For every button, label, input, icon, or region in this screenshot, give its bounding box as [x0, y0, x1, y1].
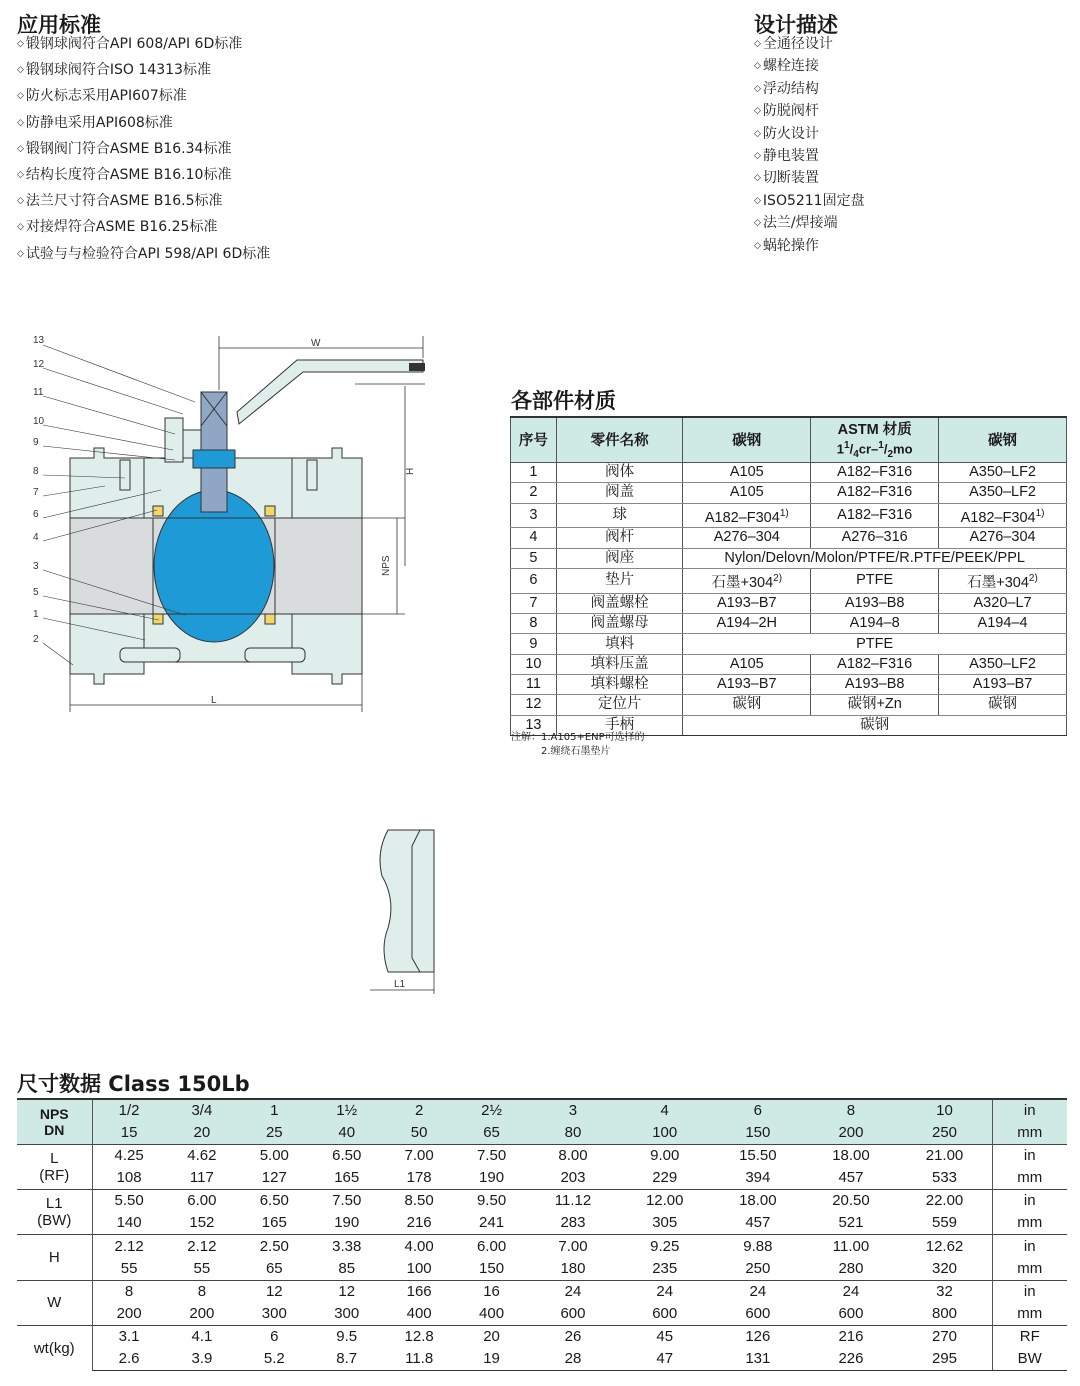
- nps-value: 1: [238, 1099, 310, 1122]
- dim-value: 178: [406, 1169, 432, 1187]
- part-number: 1: [33, 609, 39, 620]
- dim-value: 9.88: [711, 1235, 804, 1258]
- dim-value: 533: [932, 1169, 958, 1187]
- dim-value: 200: [189, 1304, 215, 1322]
- cell-carbon: A193–B7: [683, 674, 811, 694]
- cell-part: 填料压盖: [556, 654, 682, 674]
- dim-value: 126: [711, 1325, 804, 1348]
- cell-material-span: PTFE: [683, 634, 1067, 654]
- dim-value: 8.00: [528, 1145, 618, 1168]
- dim-value: 4.62: [166, 1145, 238, 1168]
- cell-carbon: 碳钢: [939, 695, 1067, 715]
- cell-material-span: 碳钢: [683, 715, 1067, 735]
- dim-value: 200: [116, 1304, 142, 1322]
- dim-value: 8.7: [311, 1348, 383, 1371]
- dim-value: 16: [455, 1280, 527, 1303]
- cell-part: 阀体: [556, 462, 682, 482]
- table-row: [511, 674, 1067, 694]
- list-item: ◇ 切断装置: [754, 167, 865, 189]
- table-row: [17, 1212, 1067, 1235]
- nps-value: 2½: [455, 1099, 527, 1122]
- part-number: 4: [33, 532, 39, 543]
- dim-value: 8: [166, 1280, 238, 1303]
- list-item: ◇ 法兰尺寸符合ASME B16.5标准: [17, 188, 270, 214]
- dim-value: 24: [528, 1280, 618, 1303]
- dim-value: 9.50: [455, 1190, 527, 1213]
- table-row: [17, 1303, 1067, 1326]
- nps-value: 1/2: [92, 1099, 166, 1122]
- part-number: 9: [33, 437, 39, 448]
- table-row: [511, 503, 1067, 528]
- unit-cell: mm: [992, 1167, 1067, 1190]
- dim-value: 600: [745, 1304, 771, 1322]
- seat: [265, 506, 275, 516]
- dim-value: 2.12: [92, 1235, 166, 1258]
- dim-value: 65: [265, 1259, 283, 1277]
- note-line: 2.缠绕石墨垫片: [541, 746, 611, 757]
- table-row: [17, 1235, 1067, 1258]
- list-item: ◇ 锻钢球阀符合API 608/API 6D标准: [17, 31, 270, 57]
- materials-title: 各部件材质: [511, 389, 616, 413]
- dim-value: 226: [804, 1348, 897, 1371]
- cell-part: 阀盖螺母: [556, 614, 682, 634]
- nps-value: 6: [711, 1099, 804, 1122]
- cell-carbon: 石墨$+304^{2)}$: [939, 568, 1067, 593]
- dim-value: 117: [189, 1169, 214, 1187]
- cell-astm: A194–8: [811, 614, 939, 634]
- dim-value: 521: [838, 1214, 864, 1232]
- dn-value: 150: [711, 1122, 804, 1145]
- dn-value: 200: [804, 1122, 897, 1145]
- dim-value: 216: [406, 1214, 432, 1232]
- dim-value: 28: [528, 1348, 618, 1371]
- dim-value: 11.12: [528, 1190, 618, 1213]
- dim-label-l: L: [211, 695, 217, 706]
- cell-astm: A182–F316: [811, 483, 939, 503]
- dim-value: 283: [560, 1214, 586, 1232]
- header-astm-sub: $1^1/_4cr-^1/_2mo$: [836, 440, 913, 460]
- dim-value: 12.62: [898, 1235, 992, 1258]
- part-number: 5: [33, 587, 39, 598]
- table-row: [511, 634, 1067, 654]
- dim-value: 26: [528, 1325, 618, 1348]
- table-row: [511, 528, 1067, 548]
- dim-value: 32: [898, 1280, 992, 1303]
- header-no: 序号: [511, 417, 557, 462]
- dim-value: 300: [261, 1304, 287, 1322]
- dn-value: 100: [618, 1122, 711, 1145]
- unit-cell: in: [992, 1190, 1067, 1213]
- dim-value: 152: [189, 1214, 215, 1232]
- header-astm-top: ASTM 材质: [837, 422, 912, 438]
- dim-value: 20.50: [804, 1190, 897, 1213]
- unit-cell: in: [992, 1235, 1067, 1258]
- dim-value: 24: [711, 1280, 804, 1303]
- list-item: ◇ 对接焊符合ASME B16.25标准: [17, 214, 270, 240]
- dim-value: 5.50: [92, 1190, 166, 1213]
- table-row: [511, 568, 1067, 593]
- list-item: ◇ 螺栓连接: [754, 55, 865, 77]
- list-item: ◇ 防火标志采用API607标准: [17, 83, 270, 109]
- dim-label-nps: NPS: [381, 555, 392, 576]
- dim-value: 3.38: [311, 1235, 383, 1258]
- list-item: ◇ 法兰/焊接端: [754, 212, 865, 234]
- dim-value: 4.00: [383, 1235, 455, 1258]
- dim-value: 100: [406, 1259, 432, 1277]
- row-label: wt(kg): [17, 1325, 92, 1370]
- dim-value: 127: [261, 1169, 287, 1187]
- cell-carbon: A182–F304$^{1)}$: [683, 503, 811, 528]
- dim-value: 7.50: [311, 1190, 383, 1213]
- dim-value: 5.2: [238, 1348, 310, 1371]
- nps-value: 4: [618, 1099, 711, 1122]
- dim-value: 85: [338, 1259, 356, 1277]
- dim-value: 55: [120, 1259, 138, 1277]
- dim-value: 2.12: [166, 1235, 238, 1258]
- dim-value: 20: [455, 1325, 527, 1348]
- dim-value: 3.9: [166, 1348, 238, 1371]
- unit-cell: BW: [992, 1348, 1067, 1371]
- dim-value: 12.8: [383, 1325, 455, 1348]
- dim-value: 11.8: [383, 1348, 455, 1371]
- dim-value: 18.00: [711, 1190, 804, 1213]
- dim-value: 394: [745, 1169, 771, 1187]
- dim-value: 4.25: [92, 1145, 166, 1168]
- table-row: [17, 1190, 1067, 1213]
- dim-value: 3.1: [92, 1325, 166, 1348]
- dim-value: 21.00: [898, 1145, 992, 1168]
- nps-value: 8: [804, 1099, 897, 1122]
- unit-cell: mm: [992, 1122, 1067, 1145]
- dim-label-l1: L1: [394, 979, 406, 990]
- dim-value: 165: [261, 1214, 287, 1232]
- part-number: 11: [33, 387, 44, 398]
- cell-carbon: A105: [683, 462, 811, 482]
- cell-carbon: A350–LF2: [939, 483, 1067, 503]
- nps-value: 1½: [311, 1099, 383, 1122]
- table-row: [17, 1280, 1067, 1303]
- dim-value: 559: [932, 1214, 958, 1232]
- cell-part: 球: [556, 503, 682, 528]
- dim-value: 55: [193, 1259, 211, 1277]
- dim-value: 270: [898, 1325, 992, 1348]
- dim-value: 600: [652, 1304, 678, 1322]
- dn-value: 20: [166, 1122, 238, 1145]
- table-row: [511, 695, 1067, 715]
- dim-value: 800: [932, 1304, 958, 1322]
- part-number: 8: [33, 466, 39, 477]
- dim-value: 250: [745, 1259, 771, 1277]
- cell-astm: PTFE: [811, 568, 939, 593]
- header-part: 零件名称: [556, 417, 682, 462]
- cell-carbon: A350–LF2: [939, 462, 1067, 482]
- dim-value: 9.00: [618, 1145, 711, 1168]
- cell-no: 4: [511, 528, 557, 548]
- table-row: [511, 483, 1067, 503]
- table-row: [511, 654, 1067, 674]
- dim-value: 6.00: [455, 1235, 527, 1258]
- dn-value: 80: [528, 1122, 618, 1145]
- dimensions-title: 尺寸数据 Class 150Lb: [17, 1072, 250, 1096]
- valve-section-diagram: [25, 330, 445, 740]
- dn-value: 15: [92, 1122, 166, 1145]
- cell-part: 阀杆: [556, 528, 682, 548]
- dim-value: 140: [116, 1214, 142, 1232]
- list-item: ◇ 浮动结构: [754, 78, 865, 100]
- table-row: [17, 1167, 1067, 1190]
- handle: [237, 360, 423, 424]
- dim-value: 6.00: [166, 1190, 238, 1213]
- dim-value: 190: [334, 1214, 360, 1232]
- row-label: L (RF): [17, 1145, 92, 1190]
- cell-part: 手柄: [556, 715, 682, 735]
- row-label: H: [17, 1235, 92, 1280]
- unit-cell: mm: [992, 1303, 1067, 1326]
- dim-value: 22.00: [898, 1190, 992, 1213]
- cell-no: 7: [511, 593, 557, 613]
- header-carbon: 碳钢: [939, 417, 1067, 462]
- dim-value: 18.00: [804, 1145, 897, 1168]
- cell-no: 11: [511, 674, 557, 694]
- standards-list: [17, 31, 270, 267]
- list-item: ◇ 试验与与检验符合API 598/API 6D标准: [17, 241, 270, 267]
- part-numbers: [33, 335, 45, 645]
- cell-astm: 碳钢+Zn: [811, 695, 939, 715]
- dim-value: 19: [455, 1348, 527, 1371]
- dim-value: 2.6: [92, 1348, 166, 1371]
- dim-value: 12: [311, 1280, 383, 1303]
- cell-carbon: A182–F304$^{1)}$: [939, 503, 1067, 528]
- dim-value: 400: [406, 1304, 432, 1322]
- table-row: [17, 1258, 1067, 1281]
- dim-value: 600: [560, 1304, 586, 1322]
- nps-value: 2: [383, 1099, 455, 1122]
- dim-label-h: H: [405, 467, 416, 475]
- dim-value: 241: [479, 1214, 505, 1232]
- note-line: 注解：1.A105+ENP可选择的: [511, 732, 645, 743]
- table-row: [17, 1145, 1067, 1168]
- dim-value: 12.00: [618, 1190, 711, 1213]
- cell-carbon: A350–LF2: [939, 654, 1067, 674]
- cell-part: 阀盖螺栓: [556, 593, 682, 613]
- cell-carbon: 碳钢: [683, 695, 811, 715]
- list-item: ◇ 防火设计: [754, 123, 865, 145]
- dim-value: 24: [618, 1280, 711, 1303]
- dim-value: 4.1: [166, 1325, 238, 1348]
- cell-carbon: A194–4: [939, 614, 1067, 634]
- cell-carbon: A320–L7: [939, 593, 1067, 613]
- cell-carbon: A105: [683, 654, 811, 674]
- materials-table: [510, 416, 1067, 736]
- dim-value: 300: [334, 1304, 360, 1322]
- dn-value: 65: [455, 1122, 527, 1145]
- dim-value: 235: [652, 1259, 678, 1277]
- part-number: 7: [33, 487, 39, 498]
- dim-value: 216: [804, 1325, 897, 1348]
- cell-carbon: A276–304: [683, 528, 811, 548]
- unit-cell: in: [992, 1145, 1067, 1168]
- table-row: [511, 593, 1067, 613]
- cell-astm: A182–F316: [811, 503, 939, 528]
- dim-value: 9.25: [618, 1235, 711, 1258]
- dim-value: 6.50: [311, 1145, 383, 1168]
- dim-value: 47: [618, 1348, 711, 1371]
- cell-carbon: A276–304: [939, 528, 1067, 548]
- part-number: 12: [33, 359, 45, 370]
- dim-value: 11.00: [804, 1235, 897, 1258]
- dim-value: 280: [838, 1259, 864, 1277]
- cell-carbon: 石墨$+304^{2)}$: [683, 568, 811, 593]
- row-label: L1 (BW): [17, 1190, 92, 1235]
- dim-value: 2.50: [238, 1235, 310, 1258]
- cell-part: 定位片: [556, 695, 682, 715]
- part-number: 13: [33, 335, 45, 346]
- cell-no: 2: [511, 483, 557, 503]
- dim-value: 12: [238, 1280, 310, 1303]
- dim-value: 320: [932, 1259, 958, 1277]
- cell-astm: A182–F316: [811, 654, 939, 674]
- part-number: 3: [33, 561, 39, 572]
- weld-end-diagram: [362, 828, 442, 998]
- header-nps-dn: NPS DN: [17, 1099, 92, 1145]
- table-row: [17, 1099, 1067, 1122]
- design-list: [754, 33, 865, 257]
- unit-cell: RF: [992, 1325, 1067, 1348]
- materials-notes: [511, 731, 645, 759]
- cell-material-span: Nylon/Delovn/Molon/PTFE/R.PTFE/PEEK/PPL: [683, 548, 1067, 568]
- dim-value: 45: [618, 1325, 711, 1348]
- cell-part: 阀盖: [556, 483, 682, 503]
- cell-astm: A193–B8: [811, 593, 939, 613]
- cell-carbon: A194–2H: [683, 614, 811, 634]
- dim-value: 108: [116, 1169, 142, 1187]
- part-number: 6: [33, 509, 39, 520]
- list-item: ◇ 静电装置: [754, 145, 865, 167]
- dim-value: 8.50: [383, 1190, 455, 1213]
- dn-value: 25: [238, 1122, 310, 1145]
- unit-cell: in: [992, 1099, 1067, 1122]
- design-title: 设计描述: [754, 13, 838, 37]
- list-item: ◇ 结构长度符合ASME B16.10标准: [17, 162, 270, 188]
- cell-no: 8: [511, 614, 557, 634]
- unit-cell: mm: [992, 1258, 1067, 1281]
- dim-value: 6.50: [238, 1190, 310, 1213]
- dim-value: 5.00: [238, 1145, 310, 1168]
- list-item: ◇ 防静电采用API608标准: [17, 110, 270, 136]
- part-number: 10: [33, 416, 45, 427]
- standards-title: 应用标准: [17, 13, 101, 37]
- nps-value: 3: [528, 1099, 618, 1122]
- dim-value: 180: [560, 1259, 586, 1277]
- dn-value: 40: [311, 1122, 383, 1145]
- list-item: ◇ 防脱阀杆: [754, 100, 865, 122]
- cell-astm: A276–316: [811, 528, 939, 548]
- dim-value: 600: [838, 1304, 864, 1322]
- cell-part: 垫片: [556, 568, 682, 593]
- dimensions-table: [17, 1098, 1067, 1371]
- dim-value: 457: [838, 1169, 864, 1187]
- dim-value: 295: [898, 1348, 992, 1371]
- dim-label-w: W: [311, 338, 321, 349]
- table-row: [17, 1325, 1067, 1348]
- dim-value: 165: [334, 1169, 360, 1187]
- cell-no: 3: [511, 503, 557, 528]
- cell-carbon: A193–B7: [683, 593, 811, 613]
- dim-value: 150: [479, 1259, 505, 1277]
- seat: [153, 506, 163, 516]
- cell-no: 10: [511, 654, 557, 674]
- cell-astm: A182–F316: [811, 462, 939, 482]
- header-carbon: 碳钢: [683, 417, 811, 462]
- table-row: [511, 462, 1067, 482]
- cell-no: 12: [511, 695, 557, 715]
- list-item: ◇ 蜗轮操作: [754, 235, 865, 257]
- cell-part: 填料螺栓: [556, 674, 682, 694]
- table-row: [17, 1348, 1067, 1371]
- cell-part: 阀座: [556, 548, 682, 568]
- dim-value: 8: [92, 1280, 166, 1303]
- header-astm: [811, 417, 939, 462]
- cell-carbon: A193–B7: [939, 674, 1067, 694]
- dim-value: 457: [745, 1214, 771, 1232]
- ball: [154, 490, 274, 642]
- cell-no: 1: [511, 462, 557, 482]
- unit-cell: in: [992, 1280, 1067, 1303]
- table-row: [511, 614, 1067, 634]
- part-number: 2: [33, 634, 39, 645]
- dim-value: 7.00: [383, 1145, 455, 1168]
- seat: [265, 614, 275, 624]
- dim-value: 7.50: [455, 1145, 527, 1168]
- cell-no: 6: [511, 568, 557, 593]
- dim-value: 6: [238, 1325, 310, 1348]
- cell-no: 13: [511, 715, 557, 735]
- dim-value: 131: [711, 1348, 804, 1371]
- dim-value: 190: [479, 1169, 505, 1187]
- cell-astm: A193–B8: [811, 674, 939, 694]
- dn-value: 50: [383, 1122, 455, 1145]
- nps-value: 10: [898, 1099, 992, 1122]
- dim-value: 7.00: [528, 1235, 618, 1258]
- cell-carbon: A105: [683, 483, 811, 503]
- dim-value: 305: [652, 1214, 678, 1232]
- cell-part: 填料: [556, 634, 682, 654]
- list-item: ◇ 锻钢阀门符合ASME B16.34标准: [17, 136, 270, 162]
- unit-cell: mm: [992, 1212, 1067, 1235]
- dim-value: 166: [383, 1280, 455, 1303]
- list-item: ◇ 锻钢球阀符合ISO 14313标准: [17, 57, 270, 83]
- table-row: [511, 548, 1067, 568]
- dim-value: 24: [804, 1280, 897, 1303]
- table-row: [17, 1122, 1067, 1145]
- cell-no: 5: [511, 548, 557, 568]
- dim-value: 9.5: [311, 1325, 383, 1348]
- list-item: ◇ ISO5211固定盘: [754, 190, 865, 212]
- cell-no: 9: [511, 634, 557, 654]
- row-label: W: [17, 1280, 92, 1325]
- nps-value: 3/4: [166, 1099, 238, 1122]
- dim-value: 203: [560, 1169, 586, 1187]
- dim-value: 400: [479, 1304, 505, 1322]
- dim-value: 15.50: [711, 1145, 804, 1168]
- list-item: ◇ 全通径设计: [754, 33, 865, 55]
- dim-value: 229: [652, 1169, 678, 1187]
- dn-value: 250: [898, 1122, 992, 1145]
